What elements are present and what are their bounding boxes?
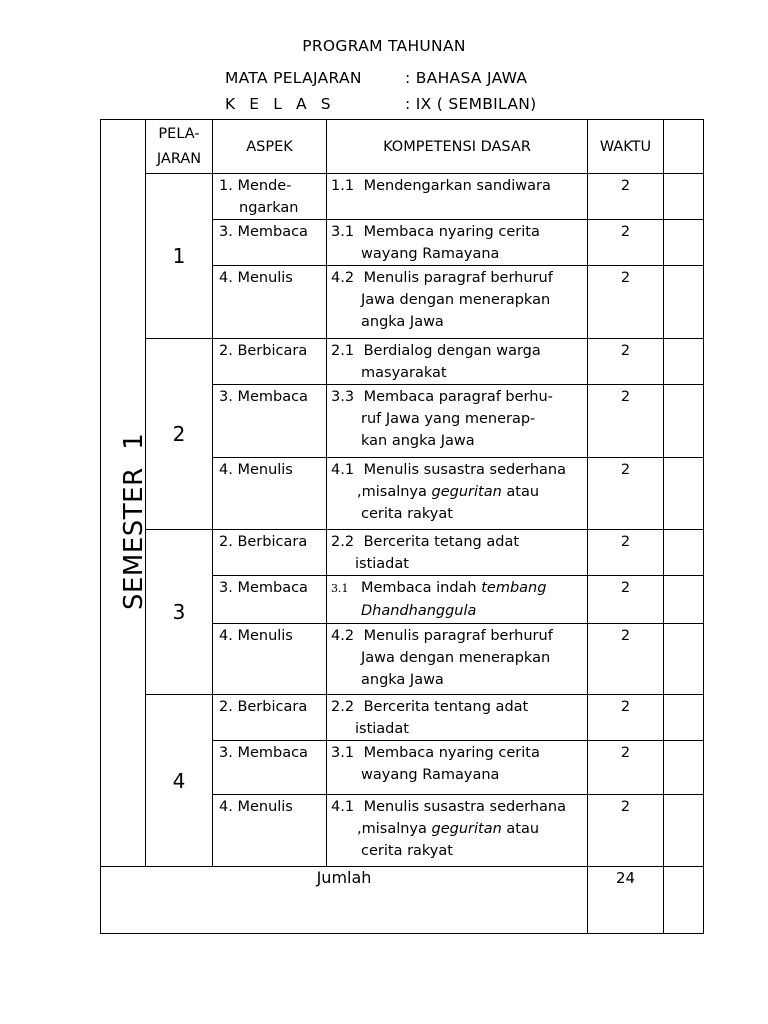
table-row — [101, 530, 704, 576]
kd-text: ruf Jawa yang menerap- — [361, 411, 536, 427]
waktu-cell: 2 — [588, 530, 664, 576]
kd-text: wayang Ramayana — [361, 767, 500, 783]
aspek-cell — [213, 174, 327, 220]
kd-text: atau — [506, 484, 540, 500]
kompetensi-cell — [327, 741, 588, 795]
aspek-cell — [213, 624, 327, 695]
footer-row — [101, 867, 704, 934]
extra-cell — [664, 795, 704, 867]
kd-number: 3.1 — [331, 745, 355, 761]
extra-cell — [664, 867, 704, 934]
kompetensi-cell — [327, 695, 588, 741]
kd-text: geguritan — [431, 484, 502, 500]
meta-label-subject: MATA PELAJARAN — [225, 69, 362, 87]
kd-number: 4.1 — [331, 462, 355, 478]
waktu-cell: 2 — [588, 576, 664, 624]
aspek-text: 4. Menulis — [219, 799, 293, 815]
kompetensi-cell — [327, 576, 588, 624]
aspek-cell — [213, 339, 327, 385]
extra-cell — [664, 339, 704, 385]
table-row — [101, 174, 704, 220]
aspek-text: 3. Membaca — [219, 580, 308, 596]
header-aspek: ASPEK — [213, 120, 327, 174]
extra-cell — [664, 741, 704, 795]
kd-text: Membaca nyaring cerita — [363, 224, 540, 240]
kompetensi-cell — [327, 385, 588, 458]
aspek-cell — [213, 530, 327, 576]
kd-text: Menulis susastra sederhana — [363, 462, 566, 478]
kd-number: 3.1 — [331, 224, 355, 240]
kd-text: geguritan — [431, 821, 502, 837]
aspek-text: 2. Berbicara — [219, 699, 308, 715]
kd-number: 1.1 — [331, 178, 355, 194]
aspek-cell — [213, 385, 327, 458]
kd-text: cerita rakyat — [361, 506, 453, 522]
jumlah-total: 24 — [588, 867, 664, 934]
kd-text: kan angka Jawa — [361, 433, 475, 449]
meta-value-subject: : BAHASA JAWA — [405, 69, 528, 87]
kd-text: Membaca nyaring cerita — [363, 745, 540, 761]
waktu-cell: 2 — [588, 174, 664, 220]
kd-number: 3.1 — [331, 582, 349, 595]
waktu-cell: 2 — [588, 795, 664, 867]
kd-text: ,misalnya — [357, 821, 427, 837]
pelajaran-number: 2 — [146, 339, 213, 530]
kompetensi-cell — [327, 220, 588, 266]
extra-cell — [664, 266, 704, 339]
kd-number: 4.2 — [331, 628, 355, 644]
aspek-text: 4. Menulis — [219, 462, 293, 478]
aspek-cell — [213, 741, 327, 795]
header-extra — [664, 120, 704, 174]
header-row — [101, 120, 704, 174]
kompetensi-cell — [327, 624, 588, 695]
kd-text: Dhandhanggula — [361, 603, 477, 619]
aspek-text: 3. Membaca — [219, 224, 308, 240]
kd-text: masyarakat — [361, 365, 447, 381]
header-waktu: WAKTU — [588, 120, 664, 174]
aspek-text: 1. Mende- — [219, 178, 292, 194]
waktu-cell: 2 — [588, 220, 664, 266]
kd-text: Bercerita tentang adat — [363, 699, 529, 715]
extra-cell — [664, 220, 704, 266]
kd-text: cerita rakyat — [361, 843, 453, 859]
kd-number: 4.1 — [331, 799, 355, 815]
aspek-text: 2. Berbicara — [219, 534, 308, 550]
aspek-text: 3. Membaca — [219, 389, 308, 405]
kd-number: 2.2 — [331, 534, 355, 550]
extra-cell — [664, 695, 704, 741]
kompetensi-cell — [327, 174, 588, 220]
kd-number: 4.2 — [331, 270, 355, 286]
waktu-cell: 2 — [588, 624, 664, 695]
aspek-cell — [213, 458, 327, 530]
extra-cell — [664, 458, 704, 530]
kd-text: istiadat — [355, 721, 409, 737]
kd-text: Bercerita tetang adat — [363, 534, 520, 550]
kompetensi-cell — [327, 339, 588, 385]
program-table — [100, 119, 704, 934]
kd-number: 2.2 — [331, 699, 355, 715]
kd-text: ,misalnya — [357, 484, 427, 500]
kd-number: 3.3 — [331, 389, 355, 405]
aspek-text: ngarkan — [239, 200, 299, 216]
kd-text: Berdialog dengan warga — [363, 343, 541, 359]
kompetensi-cell — [327, 795, 588, 867]
jumlah-label: Jumlah — [101, 867, 588, 934]
extra-cell — [664, 530, 704, 576]
pelajaran-number: 3 — [146, 530, 213, 695]
pelajaran-number: 4 — [146, 695, 213, 867]
kompetensi-cell — [327, 530, 588, 576]
meta-value-class: : IX ( SEMBILAN) — [405, 95, 537, 113]
waktu-cell: 2 — [588, 458, 664, 530]
extra-cell — [664, 624, 704, 695]
table-row — [101, 695, 704, 741]
waktu-cell: 2 — [588, 695, 664, 741]
kd-text: Menulis susastra sederhana — [363, 799, 566, 815]
aspek-cell — [213, 266, 327, 339]
aspek-cell — [213, 576, 327, 624]
aspek-text: 3. Membaca — [219, 745, 308, 761]
kd-text: Jawa dengan menerapkan — [361, 292, 551, 308]
header-kd: KOMPETENSI DASAR — [327, 120, 588, 174]
kd-text: atau — [506, 821, 540, 837]
kd-number: 2.1 — [331, 343, 355, 359]
extra-cell — [664, 385, 704, 458]
kompetensi-cell — [327, 458, 588, 530]
kd-text: istiadat — [355, 556, 409, 572]
waktu-cell: 2 — [588, 741, 664, 795]
kd-text: wayang Ramayana — [361, 246, 500, 262]
extra-cell — [664, 174, 704, 220]
semester-cell — [101, 120, 149, 867]
kd-text: Membaca paragraf berhu- — [363, 389, 553, 405]
kd-text: Menulis paragraf berhuruf — [363, 270, 553, 286]
aspek-cell — [213, 220, 327, 266]
pelajaran-number: 1 — [146, 174, 213, 339]
kd-text: Menulis paragraf berhuruf — [363, 628, 553, 644]
header-pelajaran: PELA- JARAN — [146, 120, 213, 174]
kd-text: Membaca indah — [361, 580, 477, 596]
extra-cell — [664, 576, 704, 624]
aspek-text: 2. Berbicara — [219, 343, 308, 359]
aspek-cell — [213, 695, 327, 741]
waktu-cell: 2 — [588, 339, 664, 385]
meta-label-class: K E L A S — [225, 95, 336, 113]
waktu-cell: 2 — [588, 266, 664, 339]
semester-label: SEMESTER 1 — [119, 432, 149, 610]
kd-text: tembang — [481, 580, 547, 596]
table-row — [101, 339, 704, 385]
waktu-cell: 2 — [588, 385, 664, 458]
kd-text: angka Jawa — [361, 314, 444, 330]
kd-text: Jawa dengan menerapkan — [361, 650, 551, 666]
kd-text: Mendengarkan sandiwara — [363, 178, 551, 194]
aspek-text: 4. Menulis — [219, 270, 293, 286]
kompetensi-cell — [327, 266, 588, 339]
aspek-text: 4. Menulis — [219, 628, 293, 644]
document-title: PROGRAM TAHUNAN — [302, 37, 466, 55]
kd-text: angka Jawa — [361, 672, 444, 688]
aspek-cell — [213, 795, 327, 867]
